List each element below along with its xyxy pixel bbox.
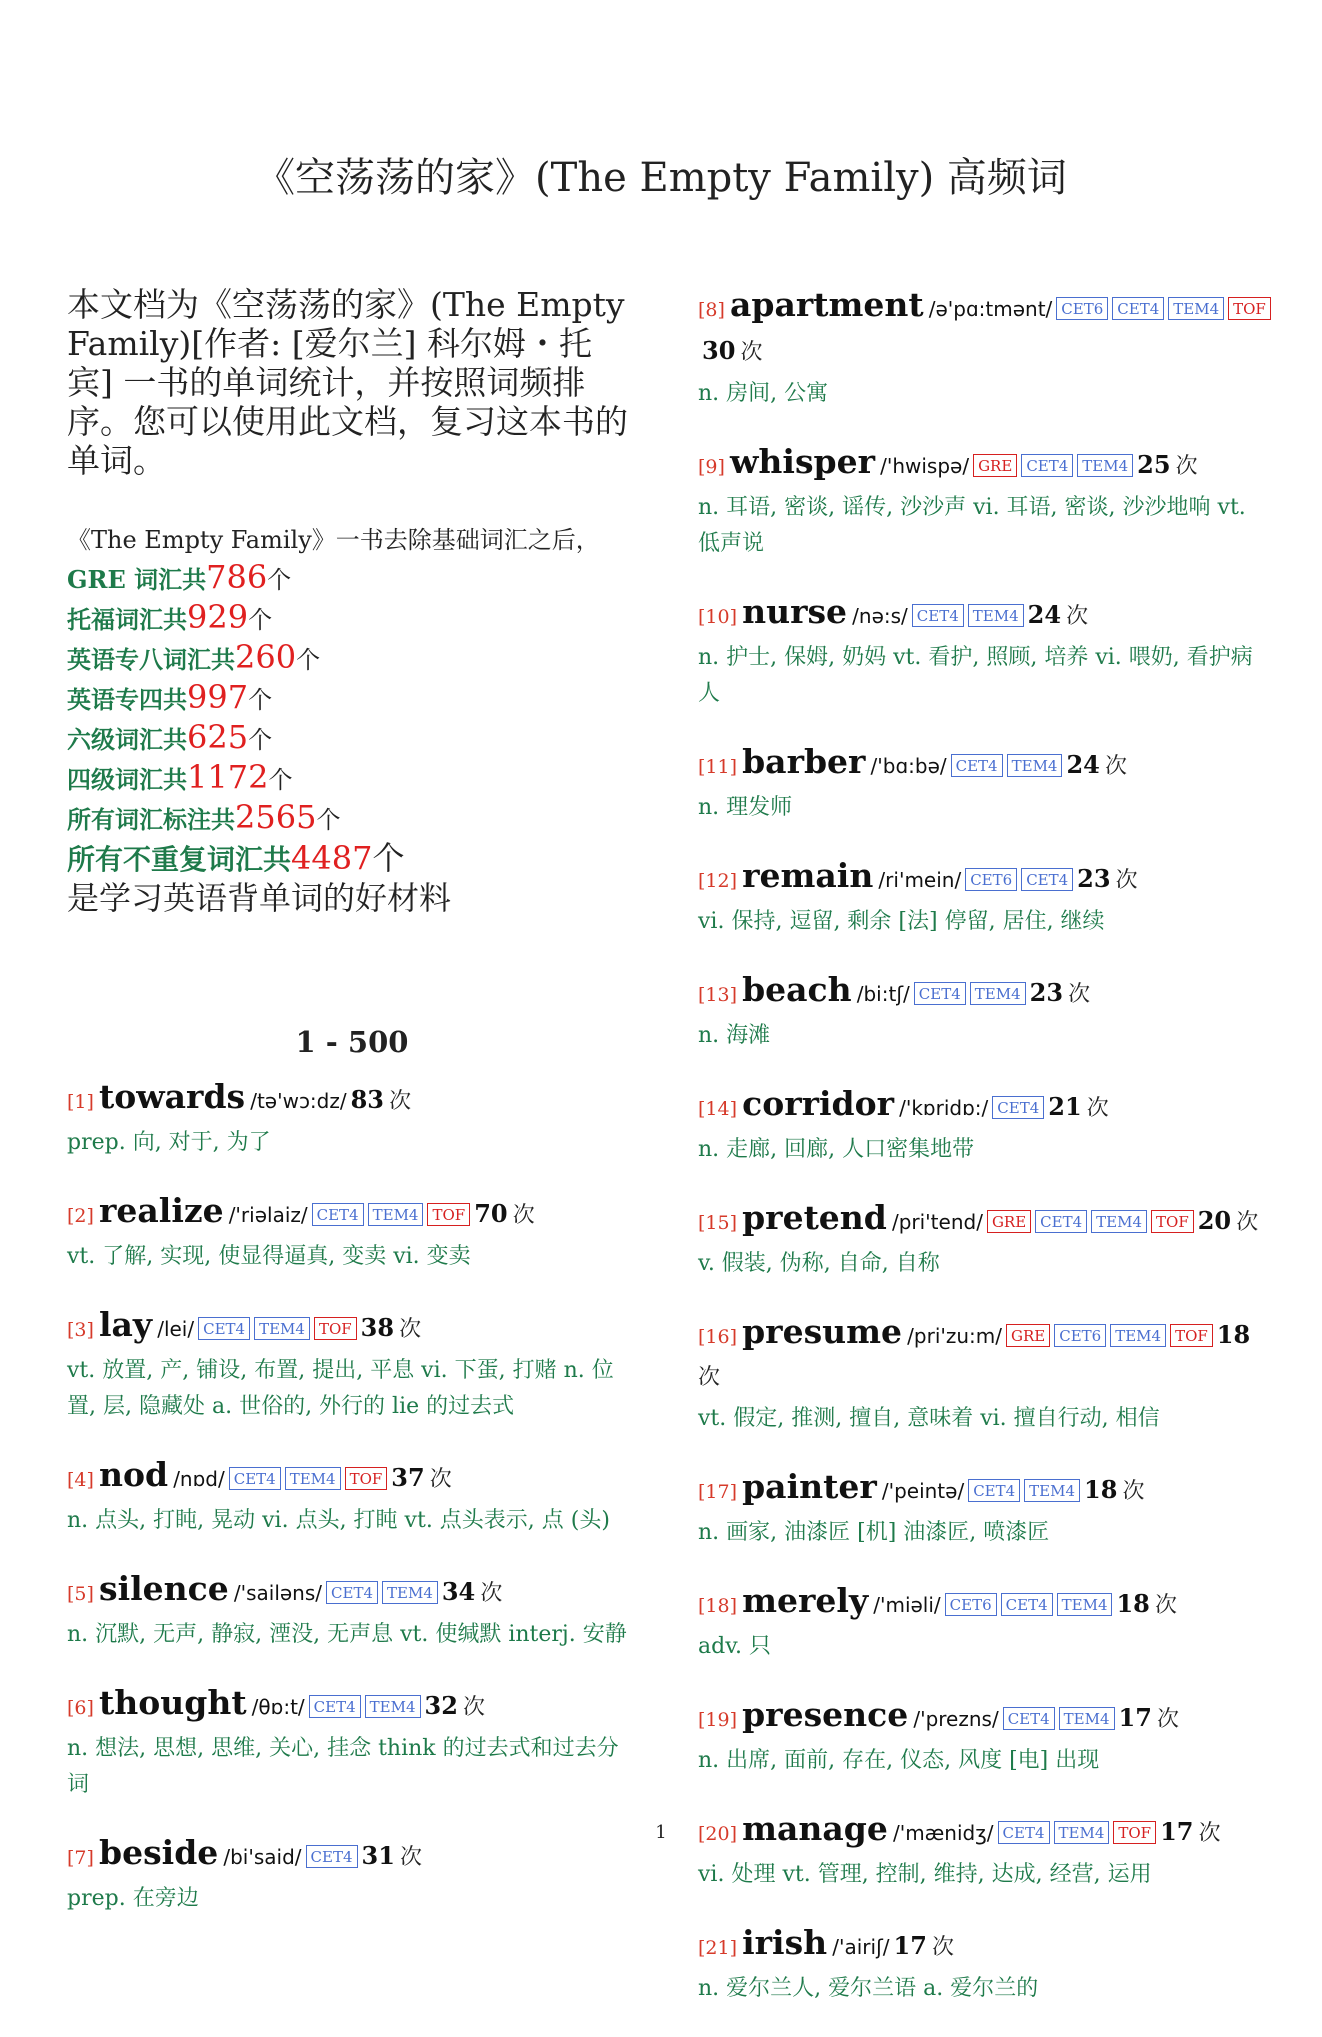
word-entry (698, 1084, 1273, 1168)
word-index: [8] (698, 299, 725, 321)
exam-tag-badge: TOF (345, 1467, 388, 1490)
word-entry-head (67, 1455, 637, 1501)
stats-line-label: 托福词汇共 (67, 605, 187, 634)
exam-tag-badge: TOF (1228, 297, 1271, 320)
stats-line-label: 英语专四共 (67, 685, 187, 714)
word-frequency: 17 (1160, 1817, 1194, 1846)
frequency-unit: 次 (1236, 1210, 1259, 1235)
exam-tag-badge: CET4 (912, 604, 964, 627)
exam-tag-badge: CET4 (1003, 1707, 1055, 1730)
stats-line-count: 2565 (235, 798, 317, 836)
stats-line-unit: 个 (296, 646, 321, 674)
word-frequency: 23 (1029, 978, 1064, 1007)
word-phonetic: /'bɑ:bə/ (870, 754, 947, 778)
word-entry-head (67, 1191, 637, 1237)
word-index: [17] (698, 1481, 738, 1503)
word-entry-head (67, 1683, 637, 1729)
word-definition: prep. 向, 对于, 为了 (67, 1130, 271, 1155)
frequency-unit: 次 (389, 1089, 412, 1114)
word-entry-head (698, 970, 1273, 1016)
page-title: 《空荡荡的家》(The Empty Family) 高频词 (255, 155, 1067, 201)
word-index: [6] (67, 1697, 94, 1719)
word-entry (67, 1455, 637, 1539)
word-definition: n. 出席, 面前, 存在, 仪态, 风度 [电] 出现 (698, 1748, 1100, 1773)
word-definition: vi. 保持, 逗留, 剩余 [法] 停留, 居住, 继续 (698, 909, 1105, 934)
exam-tag-badge: CET4 (992, 1096, 1044, 1119)
exam-tag-badge: CET4 (1021, 868, 1073, 891)
word-entry (698, 742, 1273, 826)
word-entry (67, 1305, 637, 1425)
word-phonetic: /ri'mein/ (878, 868, 962, 892)
exam-tag-badge: TEM4 (968, 604, 1024, 627)
stats-closing: 是学习英语背单词的好材料 (67, 879, 452, 917)
word-definition: n. 海滩 (698, 1023, 771, 1048)
entries-left (67, 1077, 637, 1917)
word-frequency: 32 (424, 1691, 458, 1720)
word-frequency: 34 (441, 1577, 476, 1606)
word-phonetic: /θɒ:t/ (251, 1695, 305, 1719)
word-entry (698, 442, 1273, 562)
exam-tag-badge: TEM4 (368, 1203, 424, 1226)
word-headword: apartment (730, 285, 924, 324)
stats-line-count: 260 (235, 638, 297, 676)
stats-lines (67, 559, 637, 839)
word-entry-head (698, 1923, 1273, 1969)
word-entry (67, 1569, 637, 1653)
stats-line-unit: 个 (248, 686, 273, 714)
word-entry-head (698, 856, 1273, 902)
word-phonetic: /lei/ (157, 1317, 195, 1341)
word-phonetic: /'peintə/ (881, 1479, 965, 1503)
page-number: 1 (655, 1822, 667, 1843)
exam-tag-badge: TEM4 (254, 1317, 310, 1340)
word-entry (698, 1695, 1273, 1779)
word-index: [2] (67, 1205, 94, 1227)
word-definition: n. 理发师 (698, 795, 793, 820)
exam-tag-badge: CET4 (309, 1695, 361, 1718)
stats-total-count: 4487 (291, 839, 373, 877)
word-phonetic: /nə:s/ (852, 604, 908, 628)
word-entry-head (67, 1569, 637, 1615)
stats-heading: 《The Empty Family》一书去除基础词汇之后， (67, 526, 600, 554)
exam-tag-badge: TEM4 (1168, 297, 1224, 320)
exam-tag-badge: TEM4 (1054, 1821, 1110, 1844)
exam-tag-badge: TEM4 (1110, 1324, 1166, 1347)
frequency-unit: 次 (1115, 868, 1138, 893)
word-definition: vt. 了解, 实现, 使显得逼真, 变卖 vi. 变卖 (67, 1244, 471, 1269)
word-frequency: 31 (361, 1841, 395, 1870)
frequency-unit: 次 (932, 1935, 955, 1960)
stats-line-count: 997 (187, 678, 249, 716)
word-headword: nurse (742, 592, 848, 631)
word-definition: n. 想法, 思想, 思维, 关心, 挂念 think 的过去式和过去分词 (67, 1736, 619, 1797)
stats-line-label: 所有词汇标注共 (67, 805, 235, 834)
word-phonetic: /'kɒridɒ:/ (899, 1096, 989, 1120)
word-headword: thought (99, 1683, 247, 1722)
stats-line-label: GRE 词汇共 (67, 565, 207, 594)
word-frequency: 17 (893, 1931, 927, 1960)
word-headword: painter (742, 1467, 877, 1506)
word-definition: vi. 处理 vt. 管理, 控制, 维持, 达成, 经营, 运用 (698, 1862, 1152, 1887)
word-entry (698, 592, 1273, 712)
word-phonetic: /pri'tend/ (891, 1210, 983, 1234)
word-entry (698, 1198, 1273, 1282)
word-frequency: 38 (360, 1313, 395, 1342)
exam-tag-badge: CET4 (914, 982, 966, 1005)
frequency-unit: 次 (1175, 454, 1198, 479)
word-definition: n. 爱尔兰人, 爱尔兰语 a. 爱尔兰的 (698, 1976, 1039, 2001)
exam-tag-badge: TEM4 (1057, 1593, 1113, 1616)
exam-tag-badge: TOF (1113, 1821, 1156, 1844)
word-index: [15] (698, 1212, 738, 1234)
frequency-unit: 次 (1154, 1593, 1177, 1618)
frequency-unit: 次 (1086, 1096, 1109, 1121)
stats-line (67, 679, 637, 719)
frequency-unit: 次 (1157, 1707, 1180, 1732)
word-index: [11] (698, 756, 738, 778)
word-entry (698, 856, 1273, 940)
exam-tag-badge: CET4 (1021, 454, 1073, 477)
stats-line-count: 1172 (187, 758, 269, 796)
exam-tag-badge: CET4 (968, 1479, 1020, 1502)
stats-line-unit: 个 (248, 726, 273, 754)
word-entry-head (698, 742, 1273, 788)
word-entry (698, 1923, 1273, 2007)
stats-line-unit: 个 (268, 766, 293, 794)
word-entry-head (67, 1077, 637, 1123)
word-frequency: 21 (1048, 1092, 1082, 1121)
stats-line-count: 625 (187, 718, 249, 756)
word-phonetic: /'riəlaiz/ (228, 1203, 308, 1227)
word-index: [7] (67, 1847, 94, 1869)
word-headword: towards (99, 1077, 246, 1116)
exam-tag-badge: TEM4 (285, 1467, 341, 1490)
word-definition: n. 沉默, 无声, 静寂, 湮没, 无声息 vt. 使缄默 interj. 安静 (67, 1622, 627, 1647)
word-headword: presence (742, 1695, 909, 1734)
frequency-unit: 次 (399, 1317, 422, 1342)
stats-total-label: 所有不重复词汇共 (67, 843, 292, 876)
word-frequency: 83 (350, 1085, 385, 1114)
word-frequency: 37 (391, 1463, 425, 1492)
word-entry-head (698, 1198, 1273, 1244)
word-headword: realize (99, 1191, 224, 1230)
stats-line (67, 799, 637, 839)
exam-tag-badge: CET4 (229, 1467, 281, 1490)
exam-tag-badge: TEM4 (365, 1695, 421, 1718)
frequency-unit: 次 (1104, 754, 1127, 779)
word-phonetic: /bi'said/ (223, 1845, 302, 1869)
word-index: [3] (67, 1319, 94, 1341)
word-entry (698, 285, 1273, 412)
stats-line-unit: 个 (248, 606, 273, 634)
stats-line-label: 六级词汇共 (67, 725, 187, 754)
exam-tag-badge: GRE (1006, 1324, 1050, 1347)
word-entry (67, 1833, 637, 1917)
stats-line-count: 929 (187, 598, 249, 636)
exam-tag-badge: TEM4 (1091, 1210, 1147, 1233)
word-entry-head (698, 442, 1273, 488)
word-definition: prep. 在旁边 (67, 1886, 199, 1911)
stats-line-unit: 个 (316, 806, 341, 834)
word-entry-head (698, 1581, 1273, 1627)
word-phonetic: /ə'pɑ:tmənt/ (928, 297, 1053, 321)
word-frequency: 17 (1118, 1703, 1152, 1732)
word-definition: vt. 假定, 推测, 擅自, 意味着 vi. 擅自行动, 相信 (698, 1406, 1160, 1431)
word-frequency: 18 (1084, 1475, 1118, 1504)
frequency-unit: 次 (512, 1203, 535, 1228)
intro-paragraph: 本文档为《空荡荡的家》(The Empty Family)[作者: [爱尔兰] 科尔姆・托宾] 一书的单词统计，并按照词频排序。您可以使用此文档，复习这本书的单词。 (67, 285, 628, 480)
word-index: [12] (698, 870, 738, 892)
exam-tag-badge: TEM4 (1007, 754, 1063, 777)
word-frequency: 24 (1027, 600, 1062, 629)
exam-tag-badge: TEM4 (382, 1581, 438, 1604)
word-index: [5] (67, 1583, 94, 1605)
word-phonetic: /bi:tʃ/ (856, 982, 910, 1006)
frequency-unit: 次 (698, 1365, 721, 1390)
word-headword: presume (742, 1312, 903, 1351)
word-definition: adv. 只 (698, 1634, 772, 1659)
word-definition: n. 耳语, 密谈, 谣传, 沙沙声 vi. 耳语, 密谈, 沙沙地响 vt. 低声说 (698, 495, 1246, 556)
word-headword: beach (742, 970, 852, 1009)
word-entry-head (698, 285, 1273, 374)
stats-line-label: 四级词汇共 (67, 765, 187, 794)
exam-tag-badge: CET4 (312, 1203, 364, 1226)
word-index: [9] (698, 456, 725, 478)
word-entry (67, 1683, 637, 1803)
word-headword: pretend (742, 1198, 887, 1237)
frequency-unit: 次 (1198, 1821, 1221, 1846)
word-index: [10] (698, 606, 738, 628)
range-heading: 1 - 500 (295, 1025, 409, 1059)
exam-tag-badge: TOF (1151, 1210, 1194, 1233)
exam-tag-badge: CET4 (951, 754, 1003, 777)
entries-right (698, 285, 1273, 2007)
frequency-unit: 次 (429, 1467, 452, 1492)
word-index: [4] (67, 1469, 94, 1491)
word-phonetic: /tə'wɔ:dz/ (250, 1089, 347, 1113)
word-frequency: 24 (1066, 750, 1100, 779)
exam-tag-badge: TOF (314, 1317, 357, 1340)
word-index: [19] (698, 1709, 738, 1731)
word-phonetic: /'hwispə/ (880, 454, 970, 478)
word-phonetic: /'prezns/ (913, 1707, 999, 1731)
word-definition: n. 护士, 保姆, 奶妈 vt. 看护, 照顾, 培养 vi. 喂奶, 看护病人 (698, 645, 1253, 706)
exam-tag-badge: CET6 (965, 868, 1017, 891)
word-headword: whisper (730, 442, 875, 481)
stats-line-label: 英语专八词汇共 (67, 645, 235, 674)
right-column (698, 285, 1273, 2037)
exam-tag-badge: TOF (427, 1203, 470, 1226)
word-headword: nod (99, 1455, 169, 1494)
left-column (67, 285, 637, 1947)
word-definition: n. 房间, 公寓 (698, 381, 829, 406)
word-frequency: 20 (1197, 1206, 1232, 1235)
stats-total-line (67, 839, 637, 879)
word-definition: vt. 放置, 产, 铺设, 布置, 提出, 平息 vi. 下蛋, 打赌 n. 位置, 层, 隐藏处 a. 世俗的, 外行的 lie 的过去式 (67, 1358, 614, 1419)
word-headword: lay (99, 1305, 153, 1344)
word-entry (67, 1077, 637, 1161)
word-index: [1] (67, 1091, 94, 1113)
word-index: [21] (698, 1937, 738, 1959)
word-entry (698, 1467, 1273, 1551)
stats-line-unit: 个 (267, 566, 292, 594)
word-index: [18] (698, 1595, 738, 1617)
exam-tag-badge: CET4 (326, 1581, 378, 1604)
exam-tag-badge: CET4 (998, 1821, 1050, 1844)
word-phonetic: /'miəli/ (873, 1593, 941, 1617)
frequency-unit: 次 (480, 1581, 503, 1606)
frequency-unit: 次 (400, 1845, 423, 1870)
word-index: [14] (698, 1098, 738, 1120)
exam-tag-badge: CET4 (1112, 297, 1164, 320)
word-index: [20] (698, 1823, 738, 1845)
word-headword: beside (99, 1833, 219, 1872)
exam-tag-badge: CET4 (1035, 1210, 1087, 1233)
word-index: [13] (698, 984, 738, 1006)
word-frequency: 25 (1137, 450, 1171, 479)
word-definition: n. 画家, 油漆匠 [机] 油漆匠, 喷漆匠 (698, 1520, 1050, 1545)
exam-tag-badge: TEM4 (1024, 1479, 1080, 1502)
stats-line (67, 759, 637, 799)
word-phonetic: /'mænidʒ/ (892, 1821, 994, 1845)
word-headword: merely (742, 1581, 869, 1620)
stats-line (67, 599, 637, 639)
word-frequency: 23 (1077, 864, 1111, 893)
exam-tag-badge: CET4 (1001, 1593, 1053, 1616)
word-headword: corridor (742, 1084, 894, 1123)
word-entry (698, 1581, 1273, 1665)
exam-tag-badge: CET6 (1056, 297, 1108, 320)
word-phonetic: /pri'zu:m/ (907, 1324, 1002, 1348)
word-phonetic: /'sailəns/ (233, 1581, 323, 1605)
word-phonetic: /nɒd/ (173, 1467, 225, 1491)
stats-block (67, 522, 637, 917)
word-headword: barber (742, 742, 866, 781)
word-definition: v. 假装, 伪称, 自命, 自称 (698, 1251, 940, 1276)
exam-tag-badge: CET4 (198, 1317, 250, 1340)
exam-tag-badge: CET6 (1054, 1324, 1106, 1347)
stats-line (67, 719, 637, 759)
word-entry-head (698, 1312, 1273, 1399)
exam-tag-badge: TEM4 (1059, 1707, 1115, 1730)
word-entry (698, 970, 1273, 1054)
word-headword: manage (742, 1809, 888, 1848)
word-entry-head (698, 1084, 1273, 1130)
word-headword: remain (742, 856, 874, 895)
stats-line (67, 559, 637, 599)
word-entry-head (698, 592, 1273, 638)
word-frequency: 30 (702, 336, 736, 365)
word-entry-head (67, 1305, 637, 1351)
exam-tag-badge: TOF (1170, 1324, 1213, 1347)
word-entry (698, 1312, 1273, 1437)
word-frequency: 70 (474, 1199, 508, 1228)
exam-tag-badge: CET4 (306, 1845, 358, 1868)
frequency-unit: 次 (1068, 982, 1091, 1007)
word-entry (67, 1191, 637, 1275)
exam-tag-badge: TEM4 (1077, 454, 1133, 477)
frequency-unit: 次 (740, 340, 763, 365)
frequency-unit: 次 (1066, 604, 1089, 629)
exam-tag-badge: CET6 (945, 1593, 997, 1616)
stats-total-unit: 个 (372, 839, 405, 877)
frequency-unit: 次 (463, 1695, 486, 1720)
word-entry-head (698, 1467, 1273, 1513)
word-definition: n. 点头, 打盹, 晃动 vi. 点头, 打盹 vt. 点头表示, 点 (头) (67, 1508, 610, 1533)
exam-tag-badge: GRE (973, 454, 1017, 477)
word-headword: irish (742, 1923, 828, 1962)
exam-tag-badge: TEM4 (970, 982, 1026, 1005)
stats-line-count: 786 (206, 558, 268, 596)
word-entry-head (698, 1695, 1273, 1741)
stats-line (67, 639, 637, 679)
word-index: [16] (698, 1326, 738, 1348)
word-frequency: 18 (1216, 1320, 1251, 1349)
word-phonetic: /'airiʃ/ (832, 1935, 890, 1959)
word-headword: silence (99, 1569, 229, 1608)
word-frequency: 18 (1116, 1589, 1150, 1618)
frequency-unit: 次 (1122, 1479, 1145, 1504)
word-definition: n. 走廊, 回廊, 人口密集地带 (698, 1137, 975, 1162)
exam-tag-badge: GRE (987, 1210, 1031, 1233)
